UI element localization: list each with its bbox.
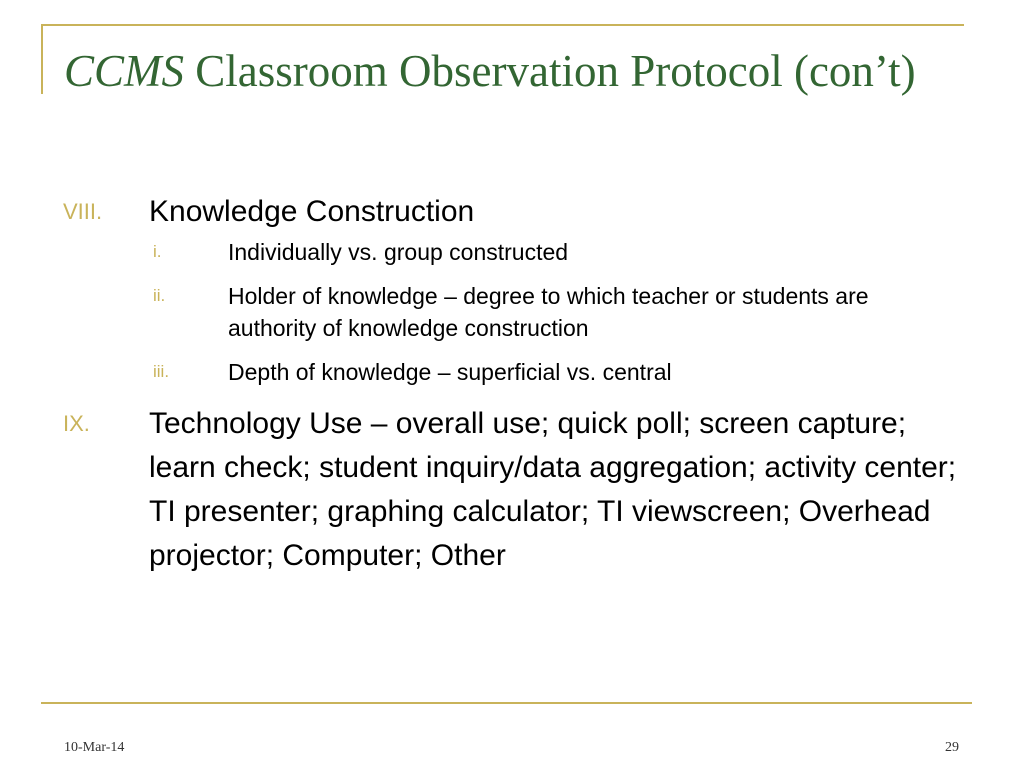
sub-item-number: ii. (153, 286, 166, 305)
footer-date: 10-Mar-14 (64, 740, 125, 755)
sub-item-iii (63, 356, 963, 388)
sub-item-number: iii. (153, 362, 170, 381)
sub-item-text: Holder of knowledge – degree to which teacher or students are authority of knowledge construction (228, 283, 869, 341)
outline-item-text: Knowledge Construction (149, 195, 475, 228)
outline-item-ix (63, 402, 963, 578)
sub-item-text: Individually vs. group constructed (228, 239, 569, 265)
top-accent-line (41, 24, 964, 26)
left-accent-line (41, 24, 43, 94)
slide-body (63, 190, 963, 578)
sub-item-ii (63, 280, 963, 344)
title-italic: CCMS (64, 46, 185, 96)
outline-item-text: Technology Use – overall use; quick poll; screen capture; learn check; student inquiry/data aggregation; activity center; TI presenter; graphing calculator; TI viewscreen; Overhead projector; Computer; Other (149, 407, 957, 572)
slide-number: 29 (945, 740, 959, 755)
sub-item-text: Depth of knowledge – superficial vs. central (228, 359, 672, 385)
outline-item-viii (63, 190, 963, 234)
slide-title (64, 44, 964, 98)
outline-number: VIII. (63, 199, 103, 224)
outline-number: IX. (63, 411, 90, 436)
sub-item-number: i. (153, 242, 162, 261)
sub-item-i (63, 236, 963, 268)
footer-divider (41, 702, 972, 704)
title-text: Classroom Observation Protocol (con’t) (184, 46, 916, 96)
